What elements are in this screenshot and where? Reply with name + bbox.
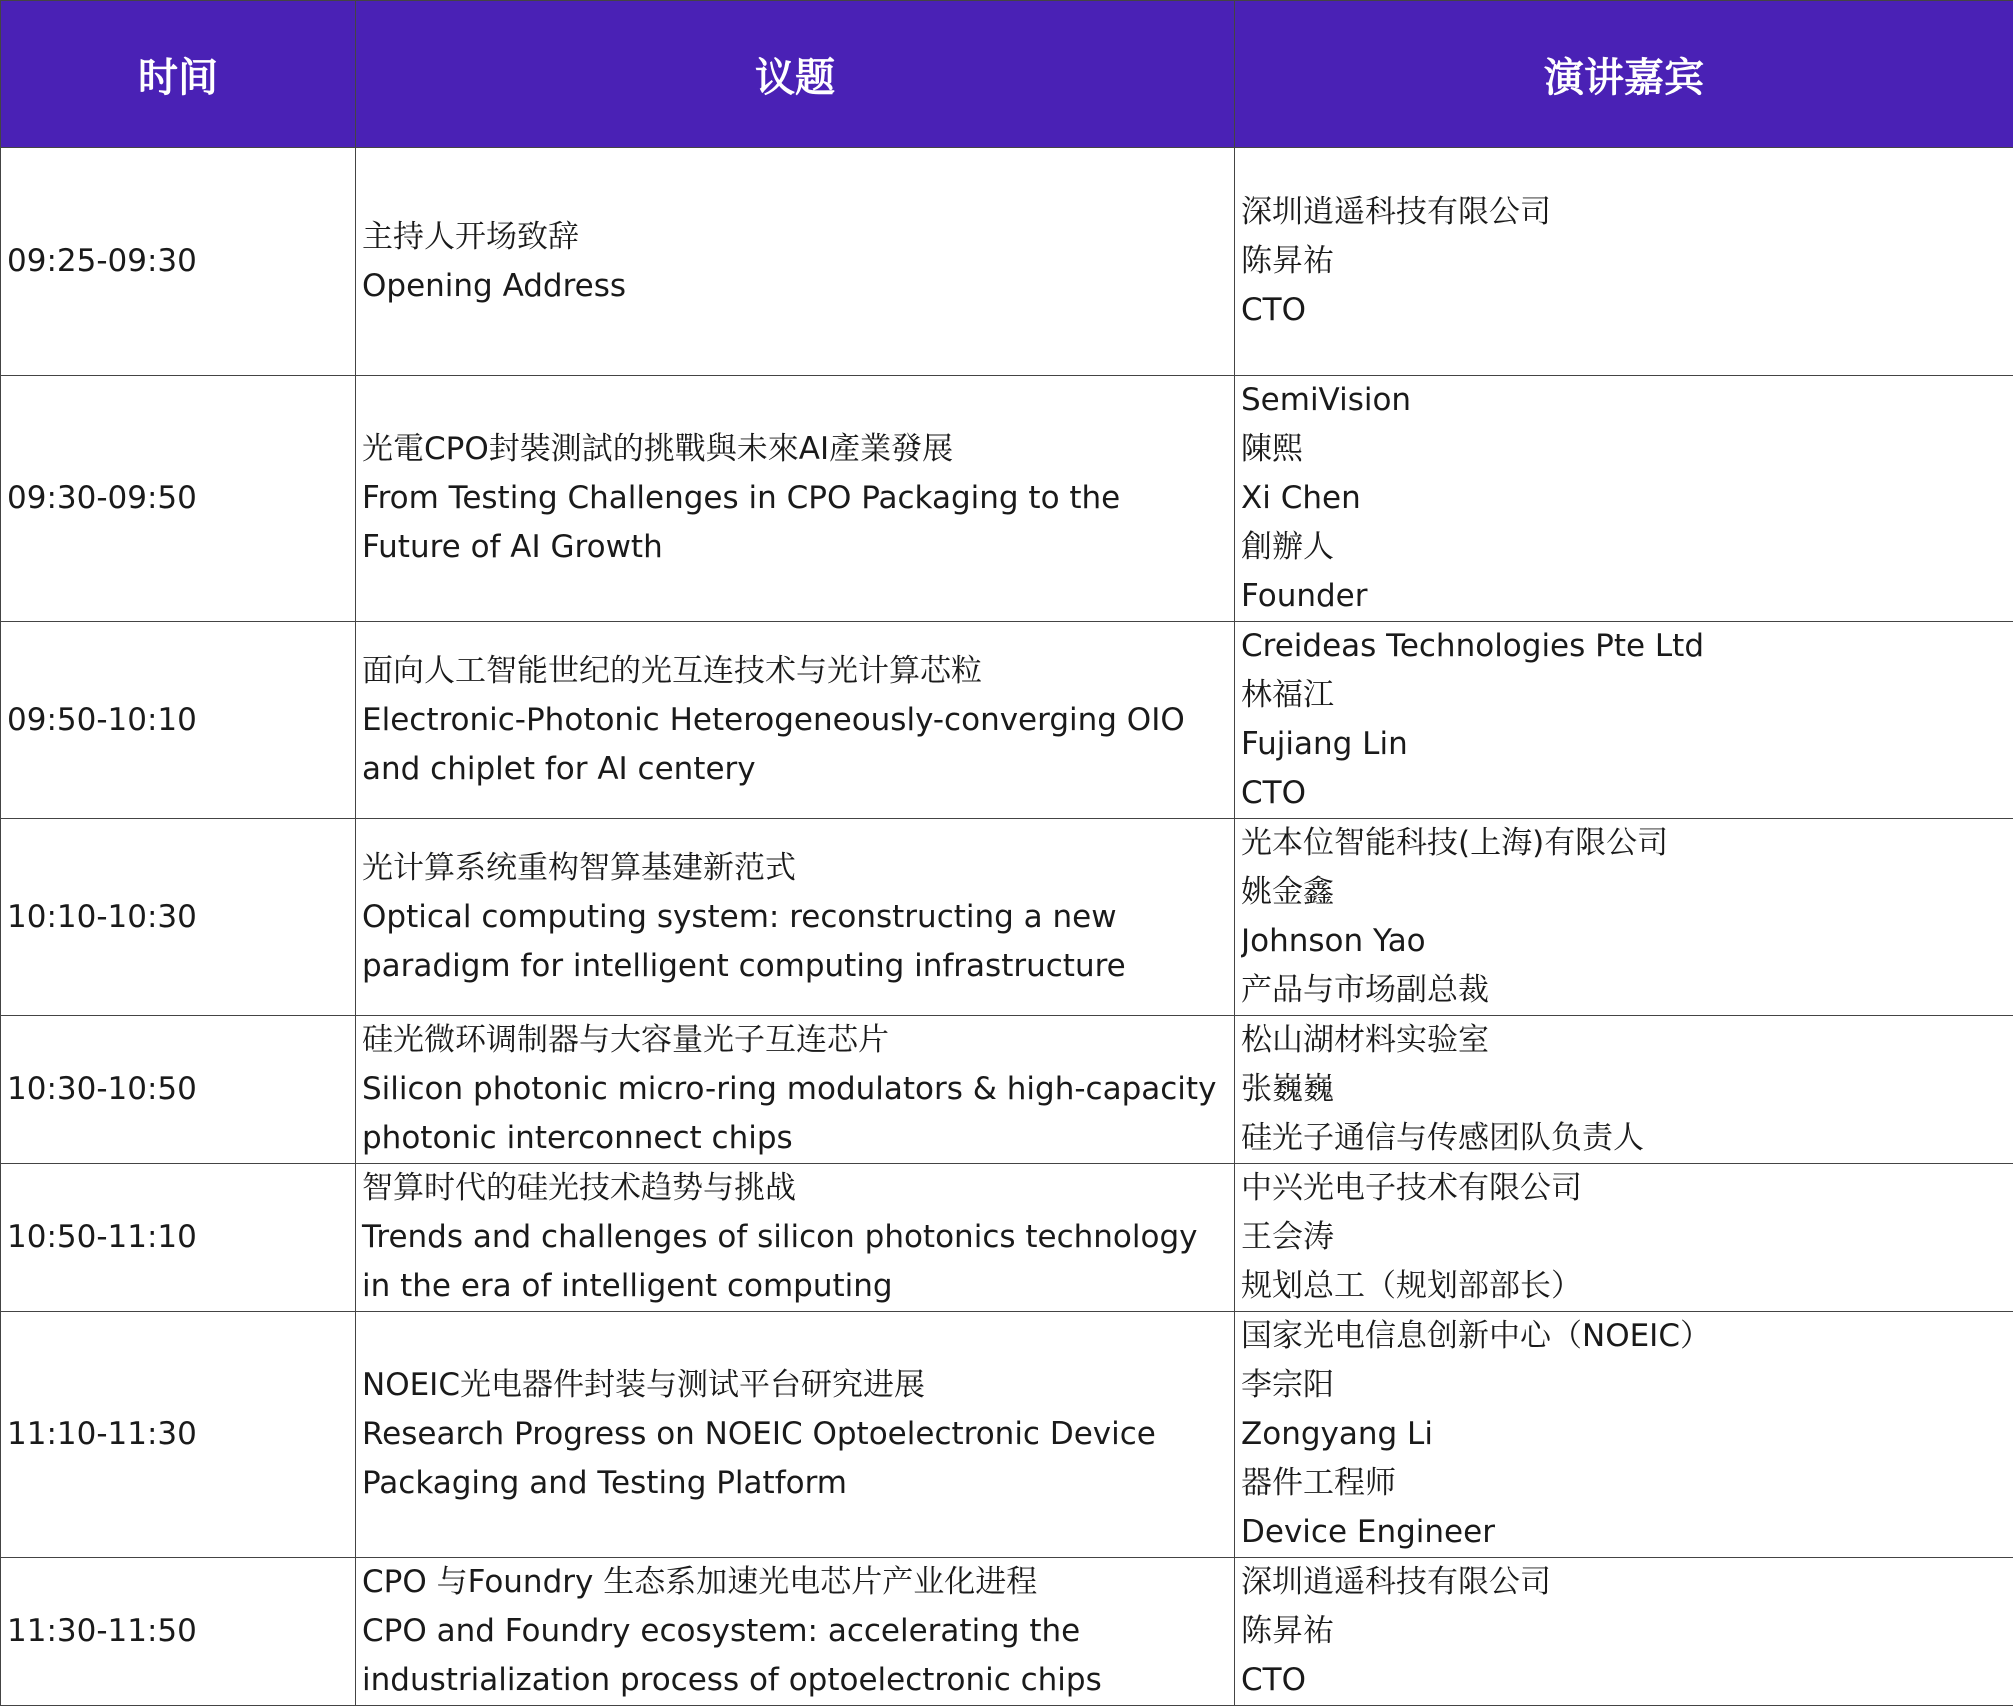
speaker-cell (1235, 622, 2013, 819)
speaker-cell (1235, 819, 2013, 1016)
speaker-cell (1235, 148, 2013, 376)
speaker-cell (1235, 1558, 2013, 1706)
speaker-title: 硅光子通信与传感团队负责人 (1241, 1114, 2007, 1163)
header-time: 时间 (1, 1, 356, 148)
table-row (1, 622, 2013, 819)
topic-cell (356, 1016, 1235, 1164)
speaker-name-en: Fujiang Lin (1241, 720, 2007, 769)
topic-en: Trends and challenges of silicon photonics technology in the era of intelligent computing (362, 1213, 1228, 1311)
speaker-org: 深圳逍遥科技有限公司 (1241, 188, 2007, 237)
topic-cn: 光计算系统重构智算基建新范式 (362, 844, 1228, 893)
speaker-title: CTO (1241, 286, 2007, 335)
speaker-name-en: Zongyang Li (1241, 1410, 2007, 1459)
speaker-name: 王会涛 (1241, 1213, 2007, 1262)
topic-cell (356, 376, 1235, 622)
header-speaker: 演讲嘉宾 (1235, 1, 2013, 148)
topic-cell (356, 819, 1235, 1016)
speaker-title-en: Founder (1241, 572, 2007, 621)
time-cell: 09:50-10:10 (1, 622, 356, 819)
speaker-name-cn: 林福江 (1241, 671, 2007, 720)
table-row (1, 1312, 2013, 1558)
topic-cn: NOEIC光电器件封装与测试平台研究进展 (362, 1361, 1228, 1410)
speaker-org: 国家光电信息创新中心（NOEIC） (1241, 1312, 2007, 1361)
speaker-name: 陈昇祐 (1241, 1607, 2007, 1656)
topic-cn: 光電CPO封裝測試的挑戰與未來AI產業發展 (362, 425, 1228, 474)
time-cell: 10:30-10:50 (1, 1016, 356, 1164)
time-cell: 11:10-11:30 (1, 1312, 356, 1558)
speaker-name: 张巍巍 (1241, 1065, 2007, 1114)
topic-en: From Testing Challenges in CPO Packaging to the Future of AI Growth (362, 474, 1228, 572)
topic-cn: 面向人工智能世纪的光互连技术与光计算芯粒 (362, 647, 1228, 696)
time-cell: 10:50-11:10 (1, 1164, 356, 1312)
speaker-name-cn: 李宗阳 (1241, 1361, 2007, 1410)
speaker-org: 光本位智能科技(上海)有限公司 (1241, 819, 2007, 868)
speaker-org: 松山湖材料实验室 (1241, 1016, 2007, 1065)
table-row (1, 148, 2013, 376)
topic-en: Silicon photonic micro-ring modulators & high-capacity photonic interconnect chips (362, 1065, 1228, 1163)
speaker-org: SemiVision (1241, 376, 2007, 425)
table-row (1, 819, 2013, 1016)
speaker-name-en: Johnson Yao (1241, 917, 2007, 966)
table-row (1, 1016, 2013, 1164)
speaker-title: 产品与市场副总裁 (1241, 966, 2007, 1015)
topic-cn: 智算时代的硅光技术趋势与挑战 (362, 1164, 1228, 1213)
speaker-name: 陈昇祐 (1241, 237, 2007, 286)
topic-cell (356, 1558, 1235, 1706)
speaker-title-cn: 器件工程师 (1241, 1459, 2007, 1508)
topic-cell (356, 148, 1235, 376)
time-cell: 09:30-09:50 (1, 376, 356, 622)
speaker-org: 中兴光电子技术有限公司 (1241, 1164, 2007, 1213)
time-cell: 11:30-11:50 (1, 1558, 356, 1706)
speaker-org: Creideas Technologies Pte Ltd (1241, 622, 2007, 671)
header-topic: 议题 (356, 1, 1235, 148)
time-cell: 10:10-10:30 (1, 819, 356, 1016)
table-row (1, 376, 2013, 622)
speaker-title-en: Device Engineer (1241, 1508, 2007, 1557)
speaker-cell (1235, 1164, 2013, 1312)
topic-cell (356, 622, 1235, 819)
topic-cn: 硅光微环调制器与大容量光子互连芯片 (362, 1016, 1228, 1065)
speaker-title: 规划总工（规划部部长） (1241, 1262, 2007, 1311)
topic-cn: CPO 与Foundry 生态系加速光电芯片产业化进程 (362, 1558, 1228, 1607)
speaker-name-cn: 姚金鑫 (1241, 868, 2007, 917)
topic-cn: 主持人开场致辞 (362, 213, 1228, 262)
topic-cell (356, 1312, 1235, 1558)
table-row (1, 1558, 2013, 1706)
topic-en: CPO and Foundry ecosystem: accelerating the industrialization process of optoelectronic chips (362, 1607, 1228, 1705)
speaker-org: 深圳逍遥科技有限公司 (1241, 1558, 2007, 1607)
speaker-name-en: Xi Chen (1241, 474, 2007, 523)
topic-en: Opening Address (362, 262, 1228, 311)
topic-cell (356, 1164, 1235, 1312)
time-cell: 09:25-09:30 (1, 148, 356, 376)
header-row (1, 1, 2013, 148)
speaker-title-cn: 創辦人 (1241, 523, 2007, 572)
speaker-cell (1235, 1312, 2013, 1558)
speaker-name-cn: 陳熙 (1241, 425, 2007, 474)
speaker-title: CTO (1241, 1656, 2007, 1705)
topic-en: Optical computing system: reconstructing a new paradigm for intelligent computing infrastructure (362, 893, 1228, 991)
speaker-cell (1235, 376, 2013, 622)
speaker-title: CTO (1241, 769, 2007, 818)
table-row (1, 1164, 2013, 1312)
topic-en: Electronic-Photonic Heterogeneously-converging OIO and chiplet for AI centery (362, 696, 1228, 794)
topic-en: Research Progress on NOEIC Optoelectronic Device Packaging and Testing Platform (362, 1410, 1228, 1508)
speaker-cell (1235, 1016, 2013, 1164)
